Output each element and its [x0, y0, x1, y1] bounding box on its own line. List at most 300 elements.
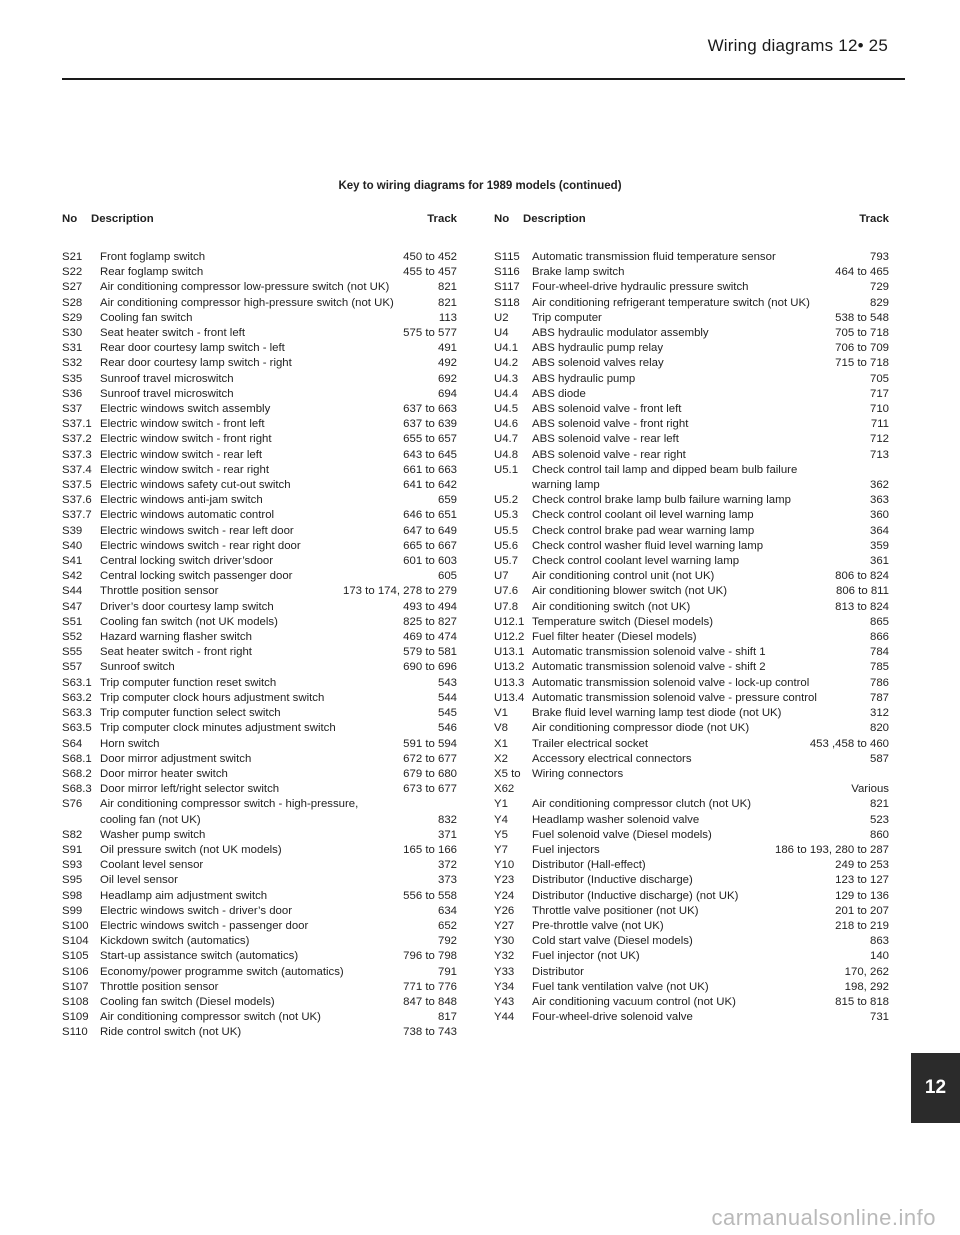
key-description: Start-up assistance switch (automatics) — [100, 950, 299, 963]
key-description: Cooling fan switch — [100, 311, 193, 324]
key-row — [62, 934, 457, 949]
key-track: 491 — [437, 342, 457, 355]
key-row — [62, 919, 457, 934]
header-no: No — [62, 213, 78, 225]
header-description: Description — [523, 213, 586, 225]
key-row — [494, 858, 889, 873]
key-description: Ride control switch (not UK) — [100, 1026, 242, 1039]
key-track: 865 — [869, 615, 889, 628]
key-description: Fuel solenoid valve (Diesel models) — [532, 828, 712, 841]
key-track: 712 — [869, 433, 889, 446]
key-description: Four-wheel-drive solenoid valve — [532, 1011, 693, 1024]
key-no: S105 — [62, 950, 89, 963]
key-description: Distributor (Inductive discharge) — [532, 874, 693, 887]
key-description: Temperature switch (Diesel models) — [532, 615, 714, 628]
key-description: Coolant level sensor — [100, 859, 204, 872]
key-no: S22 — [62, 266, 83, 279]
key-track: 817 — [437, 1011, 457, 1024]
key-no: S68.1 — [62, 752, 92, 765]
key-description: Door mirror left/right selector switch — [100, 783, 280, 796]
key-description: Electric window switch - rear left — [100, 448, 263, 461]
key-description: Air conditioning compressor diode (not UK) — [532, 722, 750, 735]
key-row — [62, 554, 457, 569]
key-row — [62, 326, 457, 341]
key-description: Fuel filter heater (Diesel models) — [532, 631, 697, 644]
key-description: ABS hydraulic modulator assembly — [532, 327, 709, 340]
key-row — [62, 432, 457, 447]
header-no: No — [494, 213, 510, 225]
key-no: S37.6 — [62, 494, 92, 507]
key-no: S21 — [62, 251, 83, 263]
key-row — [494, 387, 889, 402]
key-track: 821 — [437, 296, 457, 309]
key-row — [62, 737, 457, 752]
key-row — [62, 615, 457, 630]
key-description: ABS solenoid valve - front right — [532, 418, 689, 431]
key-row — [494, 721, 889, 736]
key-no: S117 — [494, 281, 520, 294]
key-track: 170, 262 — [844, 965, 889, 978]
key-row — [494, 767, 889, 797]
key-row — [62, 493, 457, 508]
key-row — [62, 539, 457, 554]
key-no: S100 — [62, 919, 89, 932]
key-description: Pre-throttle valve (not UK) — [532, 919, 664, 932]
key-track: 661 to 663 — [403, 463, 457, 476]
key-track: 791 — [437, 965, 457, 978]
key-description: Air conditioning compressor switch - high-pressure, cooling fan (not UK) — [100, 798, 359, 826]
key-description: Throttle position sensor — [100, 585, 219, 598]
key-row — [494, 615, 889, 630]
key-row — [62, 478, 457, 493]
key-row — [62, 797, 457, 827]
key-no: U13.4 — [494, 691, 525, 704]
key-row — [62, 873, 457, 888]
key-row — [494, 524, 889, 539]
key-description: ABS solenoid valve - rear left — [532, 433, 679, 446]
key-track: 806 to 824 — [835, 570, 889, 583]
key-track: 796 to 798 — [403, 950, 457, 963]
key-description: Electric windows switch assembly — [100, 403, 271, 416]
key-track: 711 — [870, 418, 889, 431]
key-description: Air conditioning compressor clutch (not UK) — [532, 798, 752, 811]
key-track: 673 to 677 — [403, 783, 457, 796]
key-row — [494, 554, 889, 569]
key-no: Y23 — [494, 874, 515, 887]
key-no: V1 — [494, 707, 508, 720]
key-track: 690 to 696 — [403, 661, 457, 674]
key-track: 492 — [437, 357, 457, 370]
key-description: Air conditioning refrigerant temperature switch (not UK) — [532, 296, 810, 309]
key-track: 453 ,458 to 460 — [809, 737, 889, 750]
key-row — [62, 858, 457, 873]
key-row — [494, 934, 889, 949]
key-description: Wiring connectors — [532, 767, 624, 780]
key-no: S95 — [62, 874, 83, 887]
key-no: X2 — [494, 752, 508, 765]
key-no: S44 — [62, 585, 83, 598]
key-track: 173 to 174, 278 to 279 — [342, 585, 457, 598]
key-no: S64 — [62, 737, 83, 750]
key-row — [62, 995, 457, 1010]
key-no: U4.5 — [494, 403, 519, 416]
key-track: 832 — [437, 813, 457, 826]
key-track: 601 to 603 — [403, 555, 457, 568]
key-description: Distributor — [532, 965, 584, 978]
left-column — [62, 211, 457, 1041]
key-row — [62, 676, 457, 691]
key-track: 821 — [869, 798, 889, 811]
key-track: 692 — [437, 372, 457, 385]
key-no: S68.3 — [62, 783, 92, 796]
key-track: 637 to 639 — [403, 418, 457, 431]
key-no: S63.3 — [62, 707, 92, 720]
key-track: 464 to 465 — [835, 266, 889, 279]
key-no: S52 — [62, 631, 83, 644]
key-track: 140 — [869, 950, 889, 963]
key-track: 364 — [869, 524, 889, 537]
key-description: Sunroof travel microswitch — [100, 372, 234, 385]
key-row — [62, 904, 457, 919]
key-description: Check control coolant level warning lamp — [532, 555, 740, 568]
key-no: U7 — [494, 570, 509, 583]
key-row — [62, 265, 457, 280]
key-no: Y43 — [494, 995, 515, 1008]
key-no: Y10 — [494, 859, 515, 872]
key-track: 545 — [437, 707, 457, 720]
key-track: 710 — [869, 403, 889, 416]
key-no: S63.1 — [62, 676, 92, 689]
key-no: S28 — [62, 296, 83, 309]
key-description: Sunroof switch — [100, 661, 175, 674]
key-description: Air conditioning switch (not UK) — [532, 600, 691, 613]
key-track: 820 — [869, 722, 889, 735]
key-no: S104 — [62, 935, 89, 948]
key-no: Y44 — [494, 1011, 515, 1024]
key-track: 165 to 166 — [403, 843, 457, 856]
key-no: U5.2 — [494, 494, 519, 507]
key-no: U4.7 — [494, 433, 519, 446]
key-no: U4 — [494, 327, 509, 340]
left-column-header — [62, 211, 457, 227]
key-description: Driver’s door courtesy lamp switch — [100, 600, 274, 613]
key-description: Rear door courtesy lamp switch - left — [100, 342, 285, 355]
key-row — [494, 463, 889, 493]
key-track: 605 — [437, 570, 457, 583]
key-no: S37.2 — [62, 433, 92, 446]
key-description: Check control brake lamp bulb failure warning lamp — [532, 494, 791, 507]
header-track: Track — [427, 213, 457, 225]
key-description: Hazard warning flasher switch — [100, 631, 252, 644]
key-no: U4.3 — [494, 372, 519, 385]
key-row — [62, 752, 457, 767]
header-rule — [62, 78, 905, 80]
key-row — [494, 296, 889, 311]
key-no: U4.2 — [494, 357, 519, 370]
key-description: Check control brake pad wear warning lamp — [532, 524, 755, 537]
key-no: S42 — [62, 570, 83, 583]
key-no: U4.8 — [494, 448, 519, 461]
key-no: S40 — [62, 539, 83, 552]
key-row — [494, 402, 889, 417]
key-row — [62, 402, 457, 417]
watermark: carmanualsonline.info — [711, 1205, 936, 1230]
key-description: Air conditioning compressor switch (not UK) — [100, 1011, 321, 1024]
key-row — [494, 965, 889, 980]
key-row — [494, 448, 889, 463]
key-description: Oil level sensor — [100, 874, 178, 887]
key-no: S115 — [494, 251, 520, 263]
key-description: Trip computer clock hours adjustment switch — [100, 691, 325, 704]
key-row — [62, 417, 457, 432]
key-track: 362 — [869, 479, 889, 492]
key-row — [494, 584, 889, 599]
key-row — [494, 873, 889, 888]
key-track: 821 — [437, 281, 457, 294]
key-track: 792 — [437, 935, 457, 948]
key-no: S118 — [494, 296, 520, 309]
key-track: 787 — [869, 691, 889, 704]
key-row — [494, 280, 889, 295]
header-description: Description — [91, 213, 154, 225]
right-column-rows — [494, 250, 889, 1025]
key-track: 713 — [869, 448, 889, 461]
key-no: S91 — [62, 843, 83, 856]
key-no: Y33 — [494, 965, 515, 978]
key-description: Brake fluid level warning lamp test diode (not UK) — [532, 707, 782, 720]
key-description: Sunroof travel microswitch — [100, 387, 234, 400]
key-no: S110 — [62, 1026, 88, 1039]
right-column-header — [494, 211, 889, 227]
key-row — [62, 341, 457, 356]
key-description: Trip computer function select switch — [100, 707, 281, 720]
key-track: 793 — [869, 251, 889, 263]
key-description: Automatic transmission solenoid valve - shift 2 — [532, 661, 766, 674]
key-track: 672 to 677 — [403, 752, 457, 765]
key-track: 643 to 645 — [403, 448, 457, 461]
key-no: Y24 — [494, 889, 515, 902]
key-track: 455 to 457 — [403, 266, 457, 279]
key-description: Electric windows anti-jam switch — [100, 494, 263, 507]
key-description: Check control coolant oil level warning lamp — [532, 509, 754, 522]
key-row — [62, 372, 457, 387]
key-no: U13.1 — [494, 646, 525, 659]
key-track: 556 to 558 — [403, 889, 457, 902]
key-track: 450 to 452 — [403, 251, 457, 263]
key-description: Trip computer function reset switch — [100, 676, 277, 689]
key-no: U4.6 — [494, 418, 519, 431]
key-row — [62, 448, 457, 463]
key-track: 729 — [869, 281, 889, 294]
key-description: Headlamp aim adjustment switch — [100, 889, 268, 902]
key-row — [62, 828, 457, 843]
key-description: Fuel tank ventilation valve (not UK) — [532, 980, 709, 993]
key-track: 544 — [437, 691, 457, 704]
key-no: S27 — [62, 281, 83, 294]
key-description: Four-wheel-drive hydraulic pressure switch — [532, 281, 749, 294]
key-description: Electric window switch - rear right — [100, 463, 270, 476]
key-row — [62, 508, 457, 523]
key-no: U13.3 — [494, 676, 525, 689]
key-track: 866 — [869, 631, 889, 644]
key-description: Washer pump switch — [100, 828, 206, 841]
key-description: Distributor (Hall-effect) — [532, 859, 646, 872]
key-no: S82 — [62, 828, 83, 841]
key-row — [62, 660, 457, 675]
key-row — [494, 311, 889, 326]
key-row — [62, 721, 457, 736]
key-row — [62, 843, 457, 858]
key-row — [494, 797, 889, 812]
key-no: Y30 — [494, 935, 515, 948]
key-track: 679 to 680 — [403, 767, 457, 780]
key-track: 469 to 474 — [403, 631, 457, 644]
key-track: 829 — [869, 296, 889, 309]
key-track: 825 to 827 — [403, 615, 457, 628]
key-track: 847 to 848 — [403, 995, 457, 1008]
key-track: 771 to 776 — [403, 980, 457, 993]
key-row — [494, 432, 889, 447]
key-row — [62, 1010, 457, 1025]
key-row — [494, 508, 889, 523]
key-row — [62, 280, 457, 295]
key-no: U13.2 — [494, 661, 525, 674]
key-row — [62, 1025, 457, 1040]
key-row — [62, 767, 457, 782]
key-track: 665 to 667 — [403, 539, 457, 552]
key-description: Cooling fan switch (Diesel models) — [100, 995, 275, 1008]
key-row — [494, 372, 889, 387]
key-track: 372 — [437, 859, 457, 872]
key-row — [494, 417, 889, 432]
key-track: 373 — [437, 874, 457, 887]
key-description: Oil pressure switch (not UK models) — [100, 843, 282, 856]
key-no: S93 — [62, 859, 83, 872]
key-no: Y7 — [494, 843, 508, 856]
key-description: Front foglamp switch — [100, 251, 206, 263]
key-no: Y1 — [494, 798, 508, 811]
key-track: 694 — [437, 387, 457, 400]
key-row — [62, 600, 457, 615]
key-description: Electric windows switch - driver’s door — [100, 904, 293, 917]
key-row — [494, 630, 889, 645]
key-track: 786 — [869, 676, 889, 689]
key-track: 652 — [437, 919, 457, 932]
key-no: U7.8 — [494, 600, 519, 613]
key-row — [494, 1010, 889, 1025]
key-track: 863 — [869, 935, 889, 948]
key-no: U5.5 — [494, 524, 519, 537]
key-description: Seat heater switch - front right — [100, 646, 252, 659]
key-row — [494, 676, 889, 691]
key-track: 123 to 127 — [835, 874, 889, 887]
key-description: Electric windows safety cut-out switch — [100, 479, 291, 492]
key-description: Trip computer — [532, 311, 602, 324]
key-row — [494, 645, 889, 660]
key-no: S41 — [62, 555, 83, 568]
key-no: S37.5 — [62, 479, 92, 492]
key-description: Electric window switch - front left — [100, 418, 265, 431]
key-no: V8 — [494, 722, 508, 735]
key-description: Rear door courtesy lamp switch - right — [100, 357, 292, 370]
key-description: Fuel injector (not UK) — [532, 950, 640, 963]
key-description: Trip computer clock minutes adjustment switch — [100, 722, 336, 735]
key-track: 546 — [437, 722, 457, 735]
key-track: 201 to 207 — [835, 904, 889, 917]
key-track: Various — [851, 783, 889, 796]
right-column — [494, 211, 889, 1025]
key-track: 705 to 718 — [835, 327, 889, 340]
key-no: U5.3 — [494, 509, 519, 522]
key-track: 806 to 811 — [836, 585, 889, 598]
key-no: S32 — [62, 357, 83, 370]
key-track: 655 to 657 — [403, 433, 457, 446]
key-no: Y26 — [494, 904, 515, 917]
key-description: Electric windows switch - rear left door — [100, 524, 294, 537]
key-no: S106 — [62, 965, 89, 978]
key-no: S55 — [62, 646, 83, 659]
key-no: Y4 — [494, 813, 508, 826]
key-description: Trailer electrical socket — [532, 737, 649, 750]
key-description: Cooling fan switch (not UK models) — [100, 615, 278, 628]
key-track: 715 to 718 — [835, 357, 889, 370]
key-row — [494, 356, 889, 371]
key-track: 815 to 818 — [835, 995, 889, 1008]
key-no: S37.4 — [62, 463, 92, 476]
key-no: S39 — [62, 524, 83, 537]
key-description: Distributor (Inductive discharge) (not UK) — [532, 889, 739, 902]
key-description: Central locking switch driver’sdoor — [100, 555, 274, 568]
key-track: 717 — [869, 387, 889, 400]
key-row — [494, 600, 889, 615]
header-track: Track — [859, 213, 889, 225]
key-no: S63.2 — [62, 691, 92, 704]
key-track: 198, 292 — [844, 980, 889, 993]
key-track: 587 — [869, 752, 889, 765]
key-track: 363 — [869, 494, 889, 507]
key-row — [62, 356, 457, 371]
key-track: 312 — [869, 707, 889, 720]
key-no: S107 — [62, 980, 89, 993]
key-no: U4.1 — [494, 342, 519, 355]
key-row — [62, 387, 457, 402]
key-no: S35 — [62, 372, 83, 385]
key-description: Economy/power programme switch (automatics) — [100, 965, 344, 978]
key-no: S37.7 — [62, 509, 92, 522]
key-description: Throttle valve positioner (not UK) — [532, 904, 699, 917]
key-description: Kickdown switch (automatics) — [100, 935, 250, 948]
key-track: 129 to 136 — [835, 889, 889, 902]
key-track: 218 to 219 — [835, 919, 889, 932]
key-description: Throttle position sensor — [100, 980, 219, 993]
key-row — [494, 326, 889, 341]
key-no: S99 — [62, 904, 83, 917]
key-row — [494, 889, 889, 904]
key-description: Automatic transmission solenoid valve - pressure control — [532, 691, 817, 704]
key-row — [494, 569, 889, 584]
chapter-tab: 12 — [911, 1053, 960, 1123]
key-track: 646 to 651 — [403, 509, 457, 522]
key-row — [62, 782, 457, 797]
key-no: S63.5 — [62, 722, 92, 735]
key-track: 538 to 548 — [835, 311, 889, 324]
key-row — [62, 296, 457, 311]
key-track: 647 to 649 — [403, 524, 457, 537]
key-track: 186 to 193, 280 to 287 — [774, 843, 889, 856]
key-row — [62, 311, 457, 326]
key-no: U12.2 — [494, 631, 525, 644]
key-description: Fuel injectors — [532, 843, 600, 856]
